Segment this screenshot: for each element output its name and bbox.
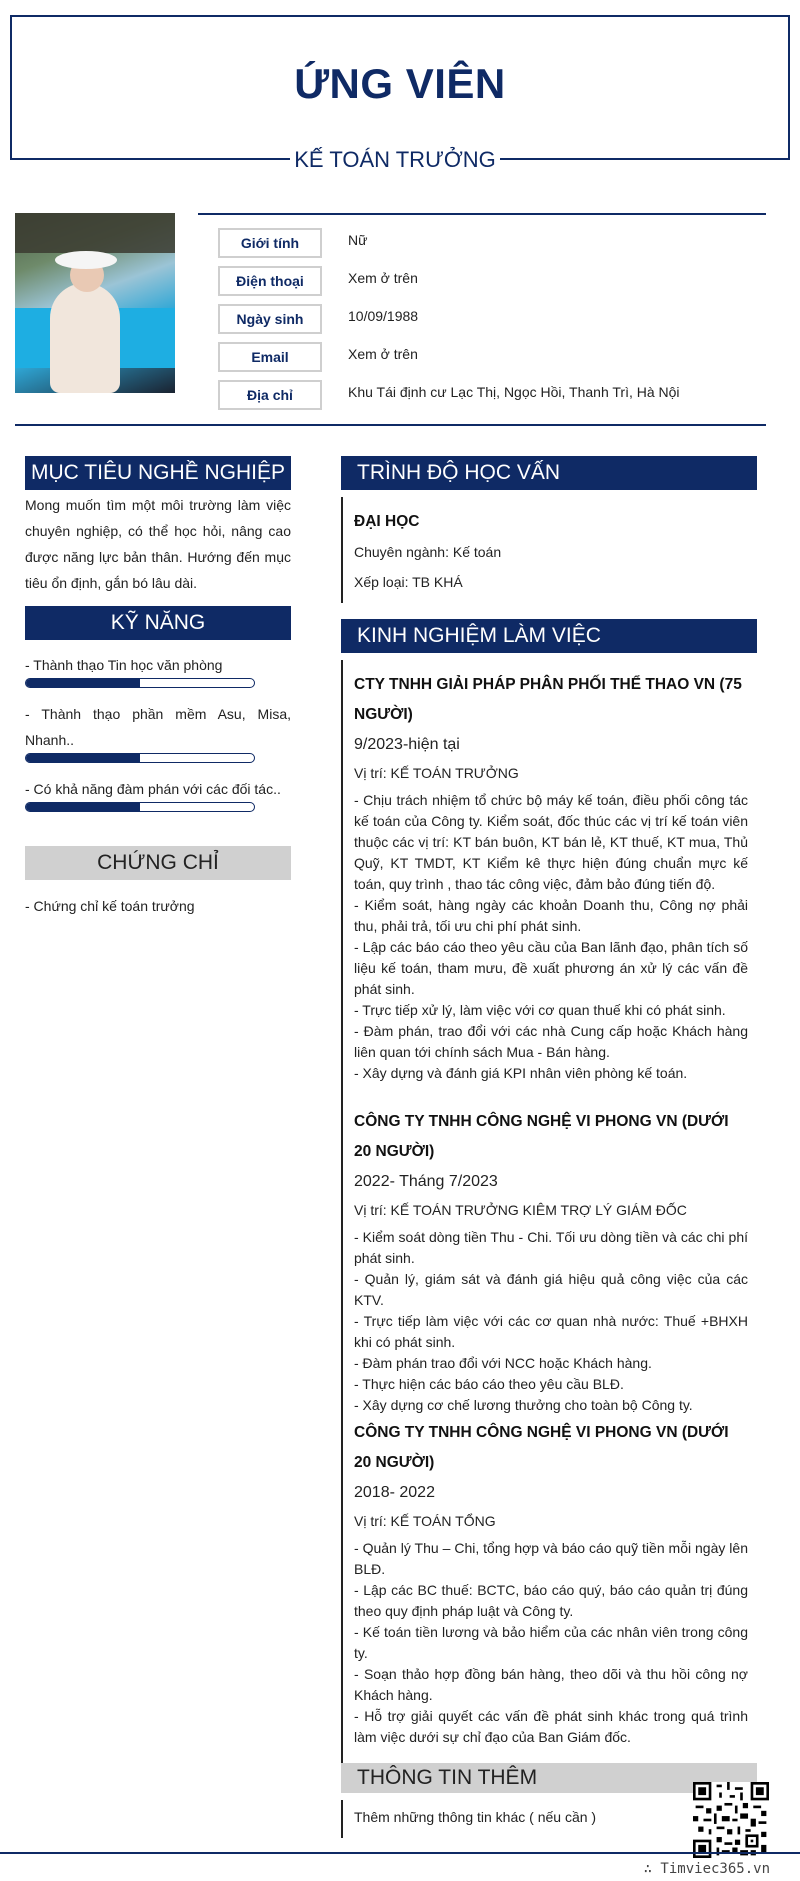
- job-duty: - Đàm phán, trao đổi với các nhà Cung cấp hoặc Khách hàng liên quan tới chính sách Mua - Bán hàng.: [354, 1023, 748, 1060]
- job-description: [354, 790, 748, 1084]
- job-entry: [354, 1107, 748, 1416]
- job-entry: [354, 670, 748, 1084]
- job-duty: - Hỗ trợ giải quyết các vấn đề phát sinh khác trong quá trình làm việc dưới sự chỉ đạo của Ban Giám đốc.: [354, 1708, 748, 1745]
- job-duty: - Xây dựng cơ chế lương thưởng cho toàn bộ Công ty.: [354, 1397, 693, 1413]
- objective-heading: MỤC TIÊU NGHỀ NGHIỆP: [25, 456, 291, 490]
- profile-value: Khu Tái định cư Lạc Thị, Ngọc Hồi, Thanh Trì, Hà Nội: [348, 384, 680, 400]
- objective-text: Mong muốn tìm một môi trường làm việc chuyên nghiệp, có thể học hỏi, nâng cao được năng lực bản thân. Hướng đến mục tiêu ổn định, gắn bó lâu dài.: [25, 497, 291, 591]
- skill-bar: [25, 753, 255, 763]
- skill-name: - Có khả năng đàm phán với các đối tác..: [25, 781, 281, 797]
- photo-person: [50, 283, 120, 393]
- education-rule: [341, 497, 343, 603]
- job-duty: - Quản lý, giám sát và đánh giá hiệu quả công việc của các KTV.: [354, 1271, 748, 1308]
- profile-value: Xem ở trên: [348, 270, 418, 286]
- qr-code-icon: [693, 1782, 769, 1858]
- candidate-name: ỨNG VIÊN: [294, 60, 506, 107]
- photo-umbrella: [15, 213, 175, 253]
- job-company: CÔNG TY TNHH CÔNG NGHỆ VI PHONG VN (DƯỚI 20 NGƯỜI): [354, 1424, 729, 1471]
- footer-divider: [0, 1852, 800, 1854]
- job-duty: - Chịu trách nhiệm tổ chức bộ máy kế toán, điều phối công tác kế toán của Công ty. Kiểm soát, đốc thúc các vị trí kế toán viên thuộc các vị trí: KT bán buôn, KT bán lẻ, KT thuế, KT mua, Thủ Quỹ, KT TMDT, KT Kiểm kê thực hiện đúng chuẩn mực kế toán, quy trình , thao tác công việc, đảm bảo đúng tiến độ.: [354, 792, 748, 892]
- profile-row-email: [218, 342, 778, 372]
- certificate-item: - Chứng chỉ kế toán trưởng: [25, 898, 195, 914]
- profile-label: Giới tính: [218, 228, 322, 258]
- job-description: [354, 1227, 748, 1416]
- profile-row-address: [218, 380, 778, 410]
- profile-value: Nữ: [348, 232, 368, 248]
- certificates-heading: CHỨNG CHỈ: [25, 846, 291, 880]
- profile-row-birthdate: [218, 304, 778, 334]
- profile-value: 10/09/1988: [348, 308, 419, 324]
- job-position: Vị trí: KẾ TOÁN TRƯỞNG KIÊM TRỢ LÝ GIÁM ĐỐC: [354, 1202, 687, 1218]
- profile-divider-top: [198, 213, 766, 215]
- job-period: 2022- Tháng 7/2023: [354, 1173, 498, 1190]
- job-entry: [354, 1418, 748, 1748]
- skill-name: - Thành thạo Tin học văn phòng: [25, 657, 223, 673]
- job-duty: - Soạn thảo hợp đồng bán hàng, theo dõi và thu hồi công nợ Khách hàng.: [354, 1666, 748, 1703]
- job-period: 9/2023-hiện tại: [354, 736, 460, 753]
- job-duty: - Kiểm soát, hàng ngày các khoản Doanh thu, Công nợ phải thu, phải trả, tối ưu chi phí phát sinh.: [354, 897, 748, 934]
- job-duty: - Kế toán tiền lương và bảo hiểm của các nhân viên trong công ty.: [354, 1624, 748, 1661]
- skill-bar-fill: [26, 803, 140, 811]
- footer-brand[interactable]: [644, 1861, 770, 1877]
- additional-heading: THÔNG TIN THÊM: [341, 1763, 757, 1793]
- position-title: KẾ TOÁN TRƯỞNG: [294, 147, 496, 172]
- additional-rule: [341, 1800, 343, 1838]
- education-degree: ĐẠI HỌC: [354, 513, 420, 530]
- profile-value: Xem ở trên: [348, 346, 418, 362]
- job-position: Vị trí: KẾ TOÁN TỔNG: [354, 1513, 496, 1529]
- job-duty: - Lập các báo cáo theo yêu cầu của Ban lãnh đạo, phân tích số liệu kế toán, tham mưu, đề xuất phương án xử lý các vấn đề phát sinh.: [354, 939, 748, 997]
- job-description: [354, 1538, 748, 1748]
- education-major: Chuyên ngành: Kế toán: [354, 544, 502, 560]
- job-duty: - Thực hiện các báo cáo theo yêu cầu BLĐ.: [354, 1376, 624, 1392]
- experience-rule: [341, 660, 343, 1763]
- profile-label: Email: [218, 342, 322, 372]
- job-duty: - Đàm phán trao đổi với NCC hoặc Khách hàng.: [354, 1355, 652, 1371]
- job-duty: - Trực tiếp làm việc với các cơ quan nhà nước: Thuế +BHXH khi có phát sinh.: [354, 1313, 748, 1350]
- skill-bar: [25, 802, 255, 812]
- job-duty: - Kiểm soát dòng tiền Thu - Chi. Tối ưu dòng tiền và các chi phí phát sinh.: [354, 1229, 748, 1266]
- position-title-wrap: [290, 145, 500, 175]
- job-company: CÔNG TY TNHH CÔNG NGHỆ VI PHONG VN (DƯỚI 20 NGƯỜI): [354, 1113, 729, 1160]
- job-position: Vị trí: KẾ TOÁN TRƯỞNG: [354, 765, 519, 781]
- skill-bar-fill: [26, 679, 140, 687]
- profile-row-phone: [218, 266, 778, 296]
- job-period: 2018- 2022: [354, 1484, 435, 1501]
- skill-bar-fill: [26, 754, 140, 762]
- skill-name: - Thành thạo phần mềm Asu, Misa, Nhanh..: [25, 706, 291, 748]
- experience-heading: KINH NGHIỆM LÀM VIỆC: [341, 619, 757, 653]
- profile-row-gender: [218, 228, 778, 258]
- job-duty: - Quản lý Thu – Chi, tổng hợp và báo cáo quỹ tiền mỗi ngày lên BLĐ.: [354, 1540, 748, 1577]
- profile-label: Ngày sinh: [218, 304, 322, 334]
- job-duty: - Xây dựng và đánh giá KPI nhân viên phòng kế toán.: [354, 1065, 688, 1081]
- profile-divider-bottom: [15, 424, 766, 426]
- education-heading: TRÌNH ĐỘ HỌC VẤN: [341, 456, 757, 490]
- profile-label: Địa chỉ: [218, 380, 322, 410]
- photo-hat: [55, 251, 117, 269]
- avatar: [15, 213, 175, 393]
- additional-text: Thêm những thông tin khác ( nếu cần ): [354, 1809, 597, 1825]
- education-grade: Xếp loại: TB KHÁ: [354, 574, 463, 590]
- profile-label: Điện thoại: [218, 266, 322, 296]
- education-block: [354, 507, 748, 597]
- brand-logo-icon: ∴: [643, 1861, 661, 1877]
- job-company: CTY TNHH GIẢI PHÁP PHÂN PHỐI THỂ THAO VN (75 NGƯỜI): [354, 676, 742, 723]
- skill-bar: [25, 678, 255, 688]
- job-duty: - Lập các BC thuế: BCTC, báo cáo quý, báo cáo quản trị đúng theo quy định pháp luật và Công ty.: [354, 1582, 748, 1619]
- job-duty: - Trực tiếp xử lý, làm việc với cơ quan thuế khi có phát sinh.: [354, 1002, 726, 1018]
- brand-name: Timviec365.vn: [660, 1861, 770, 1877]
- skills-heading: KỸ NĂNG: [25, 606, 291, 640]
